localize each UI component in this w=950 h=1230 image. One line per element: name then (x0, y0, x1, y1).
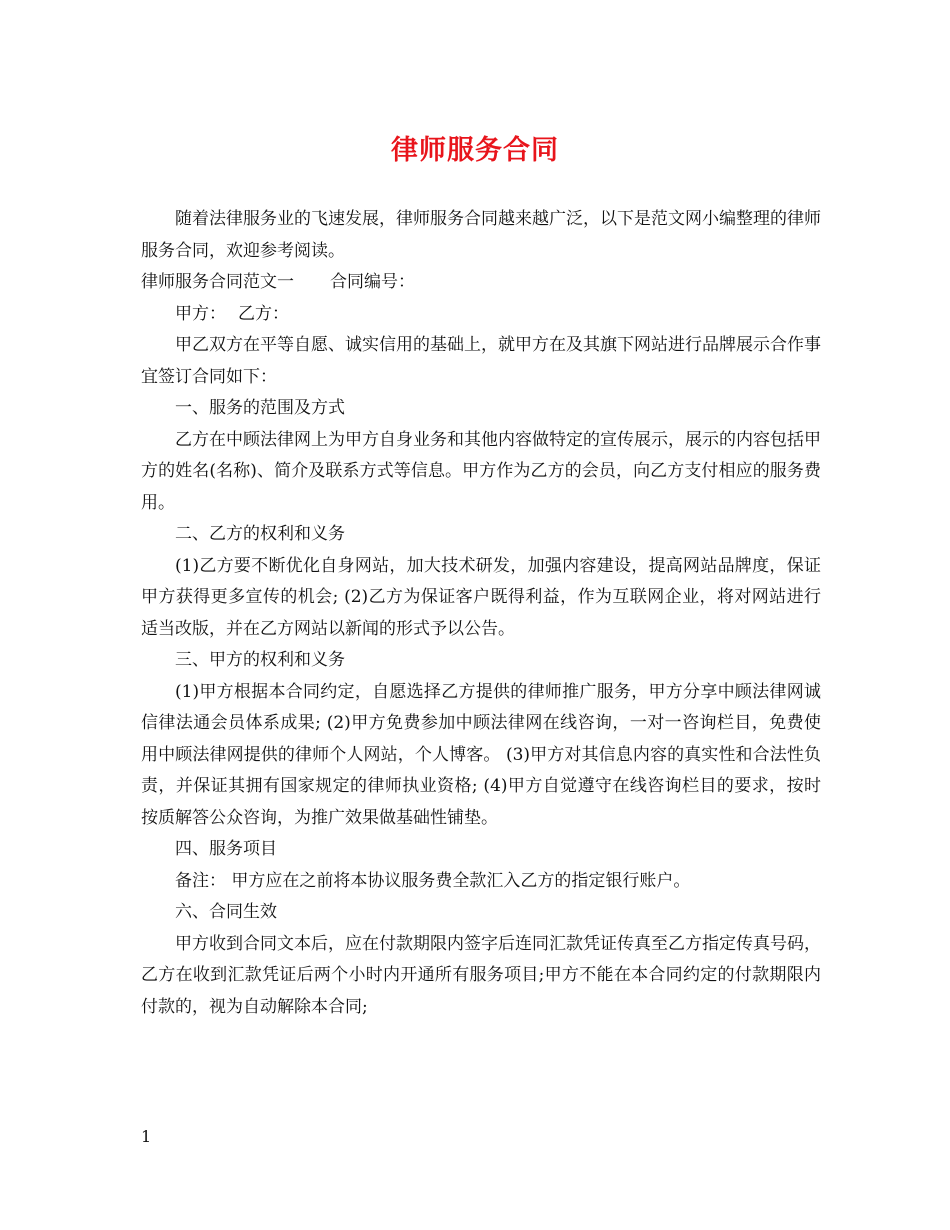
section-paragraph: 备注： 甲方应在之前将本协议服务费全款汇入乙方的指定银行账户。 (175, 870, 691, 891)
page-number: 1 (141, 1127, 152, 1146)
section-paragraph: 乙方在中顾法律网上为甲方自身业务和其他内容做特定的宣传展示，展示的内容包括甲方的姓名(名称)、简介及联系方式等信息。甲方作为乙方的会员，向乙方支付相应的服务费用。 (141, 429, 821, 513)
intro-paragraph: 随着法律服务业的飞速发展，律师服务合同越来越广泛，以下是范文网小编整理的律师服务合同，欢迎参考阅读。 (141, 209, 821, 261)
section-heading: 二、乙方的权利和义务 (175, 524, 345, 544)
contract-number-label: 合同编号： (330, 272, 415, 292)
section-paragraph: 甲方收到合同文本后，应在付款期限内签字后连同汇款凭证传真至乙方指定传真号码，乙方在收到汇款凭证后两个小时内开通所有服务项目;甲方不能在本合同约定的付款期限内付款的，视为自动解除本合同; (141, 933, 821, 1017)
section-heading: 一、服务的范围及方式 (175, 398, 345, 418)
party-b-label: 乙方： (238, 303, 289, 324)
parties-line (141, 299, 821, 331)
preamble-paragraph: 甲乙双方在平等自愿、诚实信用的基础上，就甲方在及其旗下网站进行品牌展示合作事宜签订合同如下： (141, 335, 821, 387)
section-paragraph: (1)乙方要不断优化自身网站，加大技术研发，加强内容建设，提高网站品牌度，保证甲方获得更多宣传的机会; (2)乙方为保证客户既得利益，作为互联网企业，将对网站进行适当改版，并在乙方网站以新闻的形式予以公告。 (141, 555, 821, 639)
document-body (141, 204, 821, 1023)
document-title: 律师服务合同 (391, 135, 559, 166)
section-heading: 四、服务项目 (175, 839, 277, 859)
sample-heading: 律师服务合同范文一 (141, 272, 294, 292)
sample-heading-line (141, 267, 821, 299)
section-heading: 三、甲方的权利和义务 (175, 650, 345, 670)
section-paragraph: (1)甲方根据本合同约定，自愿选择乙方提供的律师推广服务，甲方分享中顾法律网诚信律法通会员体系成果; (2)甲方免费参加中顾法律网在线咨询，一对一咨询栏目，免费使用中顾法律网提供的律师个人网站，个人博客。 (3)甲方对其信息内容的真实性和合法性负责，并保证其拥有国家规定的律师执业资格; (4)甲方自觉遵守在线咨询栏目的要求，按时按质解答公众咨询，为推广效果做基础性铺垫。 (141, 681, 821, 828)
section-heading: 六、合同生效 (175, 902, 277, 922)
party-a-label: 甲方： (175, 303, 226, 324)
